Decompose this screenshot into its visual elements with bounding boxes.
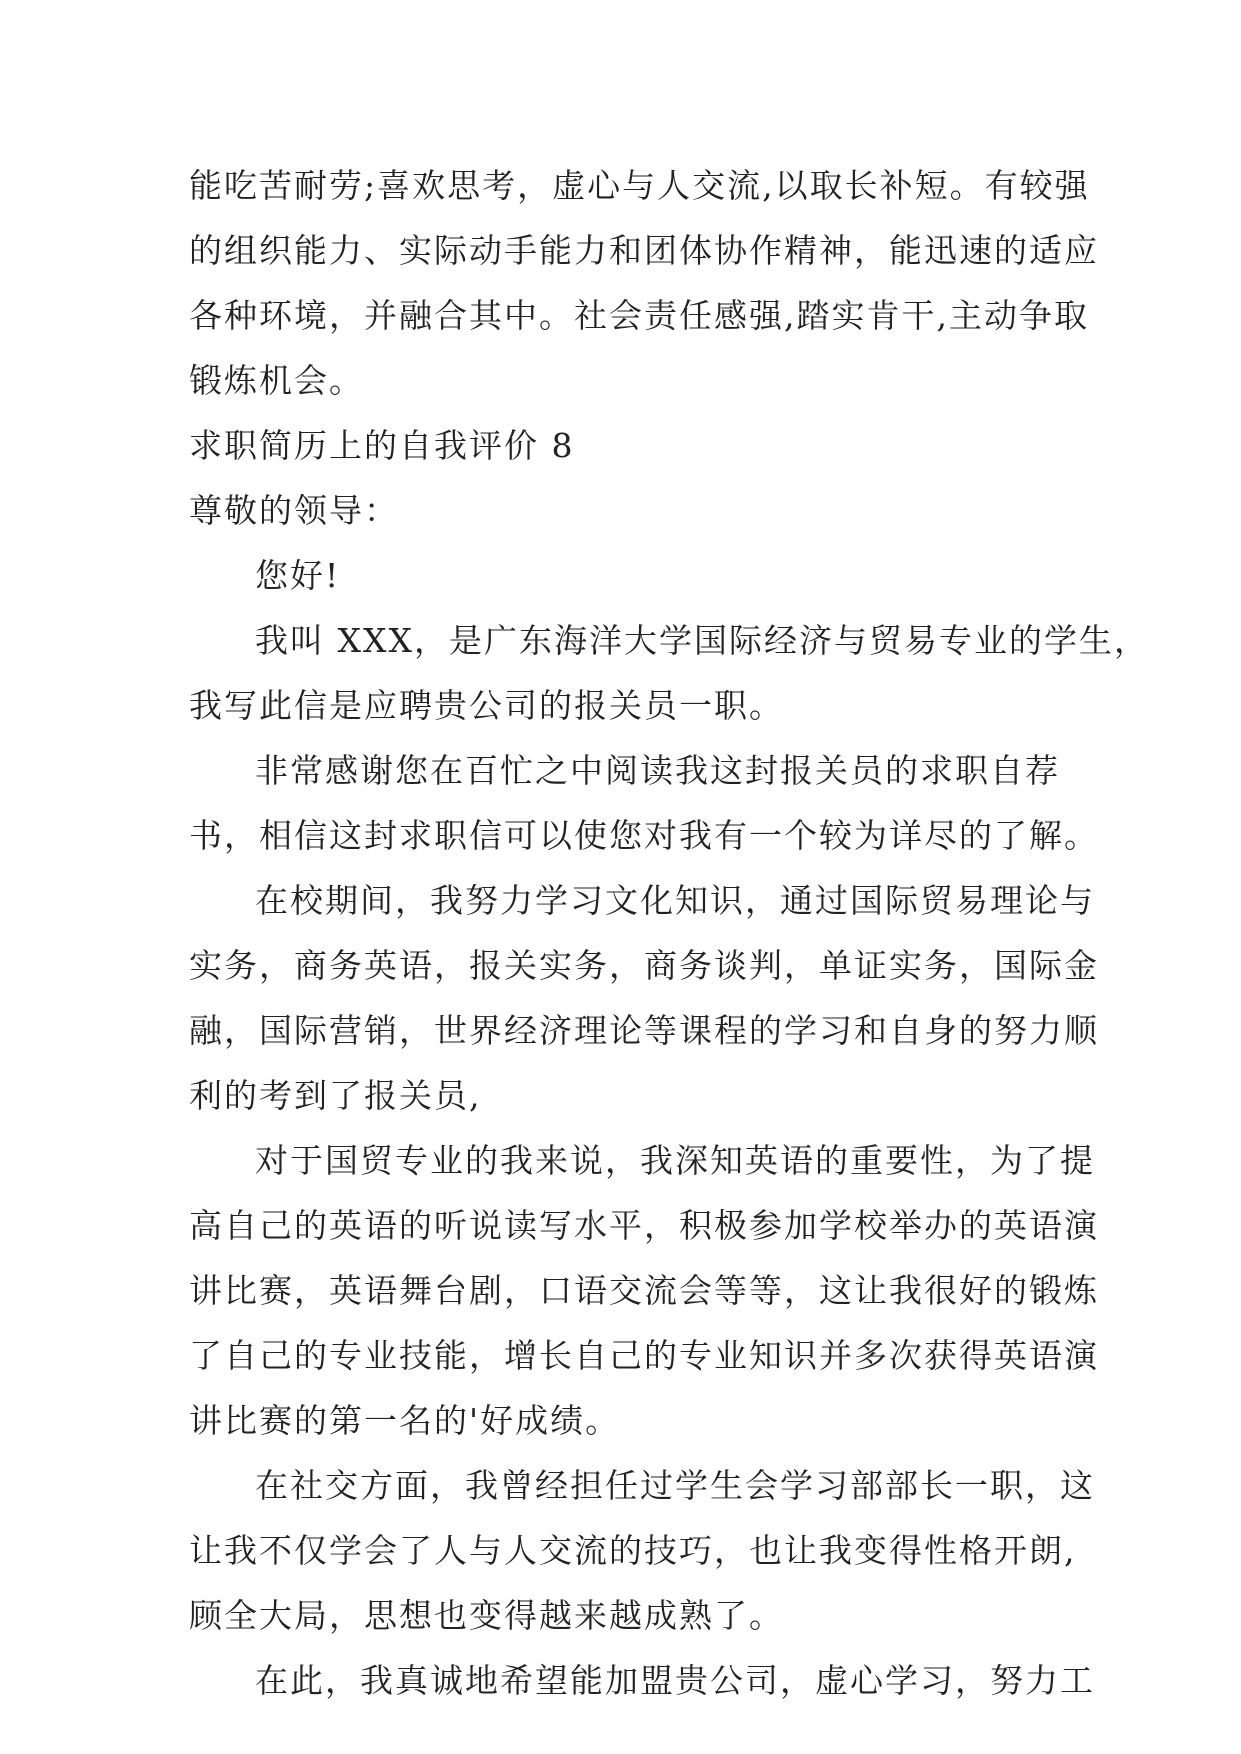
salutation: 尊敬的领导： — [189, 491, 399, 530]
paragraph-4-line-4: 了自己的专业技能，增长自己的专业知识并多次获得英语演 — [189, 1336, 1099, 1375]
greeting: 您好! — [255, 556, 341, 595]
continuation-line-4: 锻炼机会。 — [189, 361, 364, 400]
continuation-line-2: 的组织能力、实际动手能力和团体协作精神，能迅速的适应 — [189, 231, 1099, 270]
continuation-line-3: 各种环境，并融合其中。社会责任感强,踏实肯干,主动争取 — [189, 296, 1089, 335]
paragraph-3-line-4: 利的考到了报关员, — [189, 1076, 482, 1115]
paragraph-4-line-1: 对于国贸专业的我来说，我深知英语的重要性，为了提 — [255, 1141, 1095, 1180]
paragraph-3-line-3: 融，国际营销，世界经济理论等课程的学习和自身的努力顺 — [189, 1011, 1099, 1050]
paragraph-5-line-3: 顾全大局，思想也变得越来越成熟了。 — [189, 1596, 784, 1635]
paragraph-4-line-3: 讲比赛，英语舞台剧，口语交流会等等，这让我很好的锻炼 — [189, 1271, 1099, 1310]
paragraph-4-line-2: 高自己的英语的听说读写水平，积极参加学校举办的英语演 — [189, 1206, 1099, 1245]
paragraph-1-line-1: 我叫 XXX，是广东海洋大学国际经济与贸易专业的学生， — [255, 621, 1149, 660]
paragraph-2-line-1: 非常感谢您在百忙之中阅读我这封报关员的求职自荐 — [255, 751, 1060, 790]
paragraph-3-line-1: 在校期间，我努力学习文化知识，通过国际贸易理论与 — [255, 881, 1095, 920]
paragraph-1-line-2: 我写此信是应聘贵公司的报关员一职。 — [189, 686, 784, 725]
paragraph-4-line-5: 讲比赛的第一名的'好成绩。 — [189, 1401, 621, 1440]
paragraph-2-line-2: 书，相信这封求职信可以使您对我有一个较为详尽的了解。 — [189, 816, 1099, 855]
paragraph-5-line-2: 让我不仅学会了人与人交流的技巧，也让我变得性格开朗, — [189, 1531, 1077, 1570]
paragraph-6-line-1: 在此，我真诚地希望能加盟贵公司，虚心学习，努力工 — [255, 1661, 1095, 1700]
continuation-line-1: 能吃苦耐劳;喜欢思考，虚心与人交流,以取长补短。有较强 — [189, 166, 1090, 205]
section-heading: 求职简历上的自我评价 8 — [189, 426, 575, 465]
paragraph-5-line-1: 在社交方面，我曾经担任过学生会学习部部长一职，这 — [255, 1466, 1095, 1505]
paragraph-3-line-2: 实务，商务英语，报关实务，商务谈判，单证实务，国际金 — [189, 946, 1099, 985]
